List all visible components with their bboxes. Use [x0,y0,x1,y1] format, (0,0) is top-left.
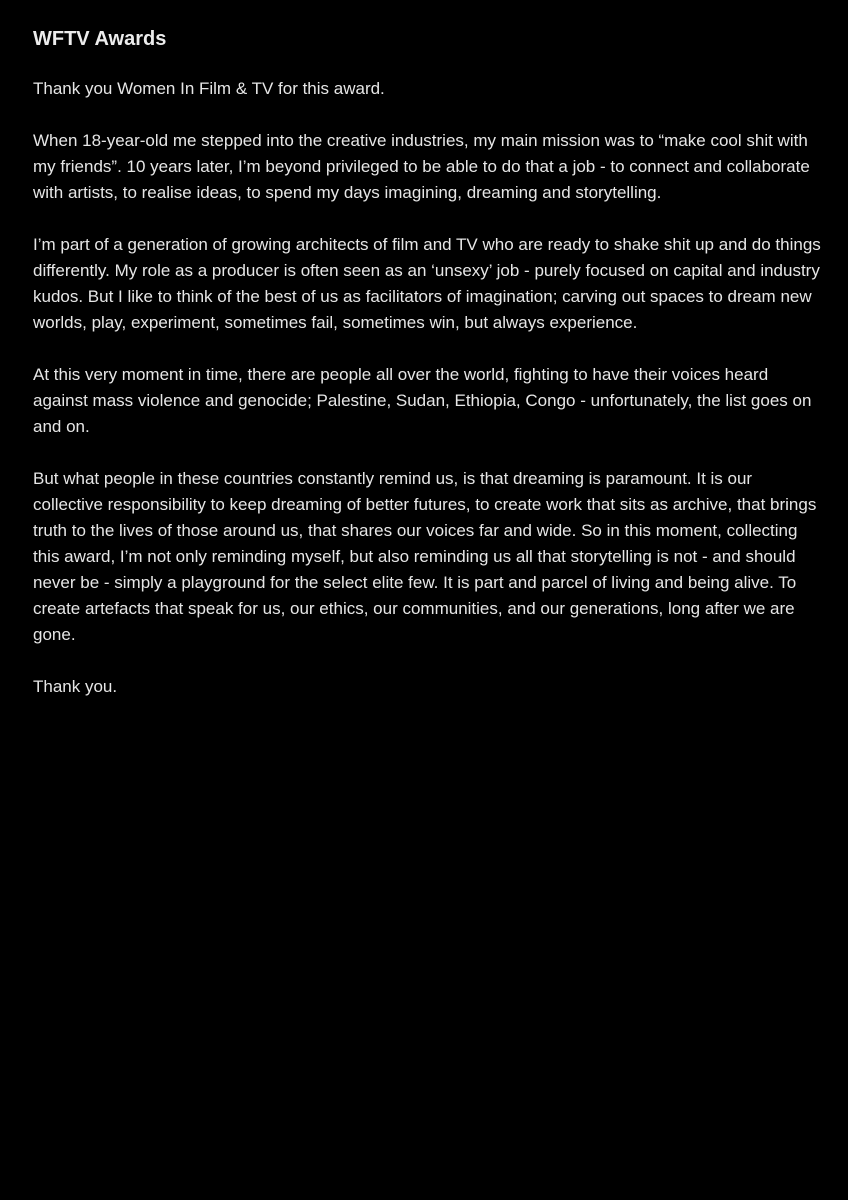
paragraph-closing: Thank you. [33,677,118,696]
paragraph-thanks: Thank you Women In Film & TV for this award. [33,79,385,98]
note-title: WFTV Awards [33,28,167,50]
paragraph-world: At this very moment in time, there are people all over the world, fighting to have their voices heard against mass violence and genocide; Palestine, Sudan, Ethiopia, Congo - unfortunately, the list goes on and on. [33,365,812,436]
paragraph-intro: When 18-year-old me stepped into the creative industries, my main mission was to “make cool shit with my friends”. 10 years later, I’m beyond privileged to be able to do that a job - to connect and collaborate with artists, to realise ideas, to spend my days imagining, dreaming and storytelling. [33,131,810,202]
paragraph-dreaming: But what people in these countries constantly remind us, is that dreaming is paramount. It is our collective responsibility to keep dreaming of better futures, to create work that sits as archive, that brings truth to the lives of those around us, that shares our voices far and wide. So in this moment, collecting this award, I’m not only reminding myself, but also reminding us all that storytelling is not - and should never be - simply a playground for the select elite few. It is part and parcel of living and being alive. To create artefacts that speak for us, our ethics, our communities, and our generations, long after we are gone. [33,469,817,644]
note-body[interactable] [33,26,823,726]
paragraph-generation: I’m part of a generation of growing architects of film and TV who are ready to shake shit up and do things differently. My role as a producer is often seen as an ‘unsexy’ job - purely focused on capital and industry kudos. But I like to think of the best of us as facilitators of imagination; carving out spaces to dream new worlds, play, experiment, sometimes fail, sometimes win, but always experience. [33,235,821,332]
